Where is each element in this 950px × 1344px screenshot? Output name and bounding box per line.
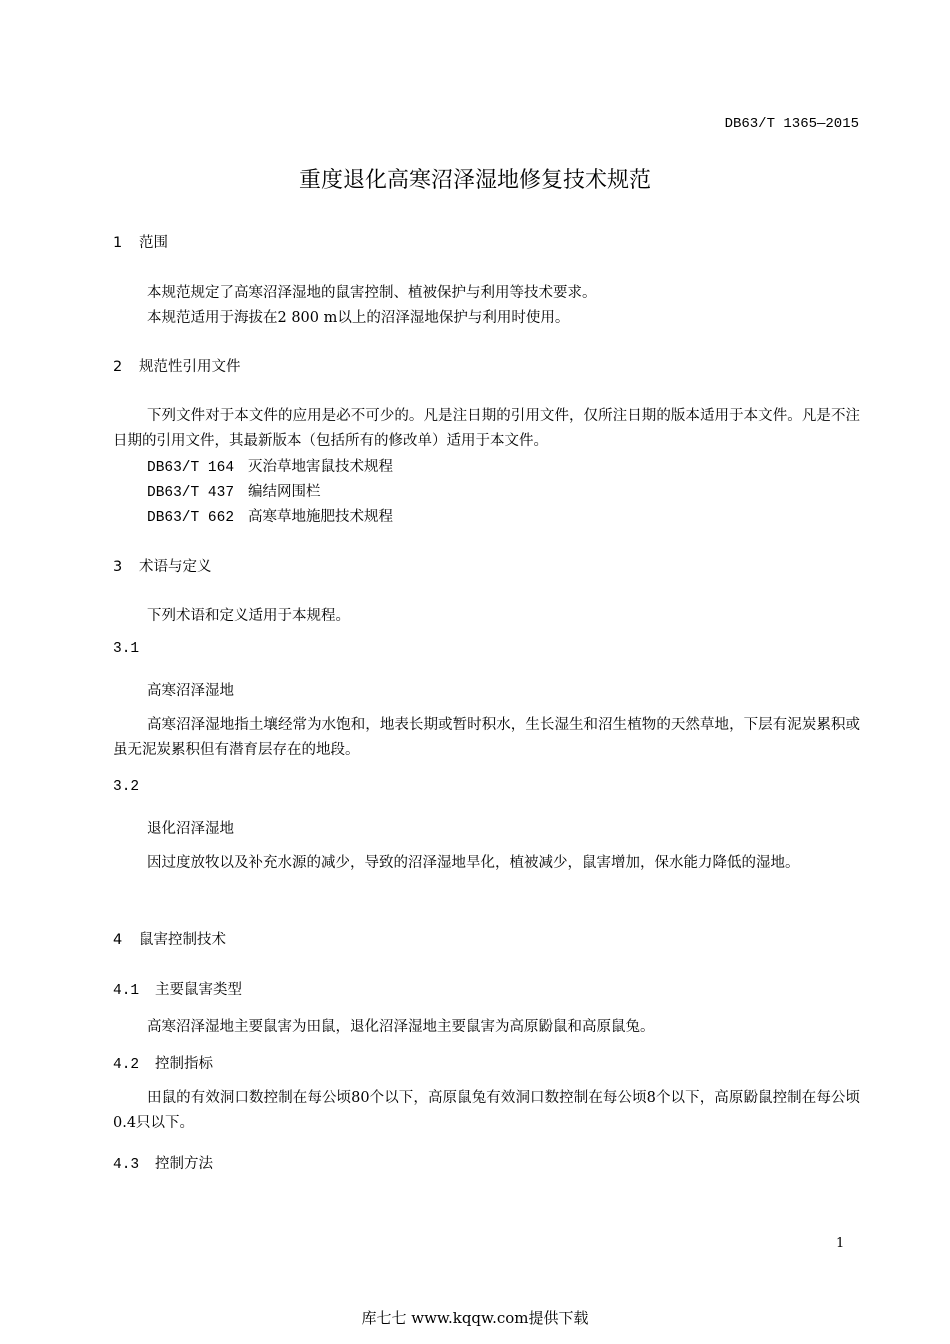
reference-item <box>147 505 393 526</box>
reference-item <box>147 455 393 476</box>
subsection-title: 控制指标 <box>155 1056 213 1072</box>
term-definition: 高寒沼泽湿地指土壤经常为水饱和，地表长期或暂时积水，生长湿生和沼生植物的天然草地，下层有泥炭累积或虽无泥炭累积但有潜育层存在的地段。 <box>113 717 860 758</box>
paragraph: 下列文件对于本文件的应用是必不可少的。凡是注日期的引用文件，仅所注日期的版本适用于本文件。凡是不注日期的引用文件，其最新版本（包括所有的修改单）适用于本文件。 <box>113 408 860 449</box>
section-4-heading <box>113 928 226 949</box>
section-2-heading <box>113 355 241 376</box>
reference-title: 灭治草地害鼠技术规程 <box>248 459 393 475</box>
section-title: 术语与定义 <box>139 559 212 575</box>
reference-code: DB63/T 662 <box>147 510 235 526</box>
reference-code: DB63/T 164 <box>147 460 235 476</box>
term-name: 退化沼泽湿地 <box>147 821 234 837</box>
subsection-title: 控制方法 <box>155 1156 213 1172</box>
document-title: 重度退化高寒沼泽湿地修复技术规范 <box>298 168 651 193</box>
reference-item <box>147 480 321 501</box>
section-number: 3 <box>113 559 123 575</box>
term-name: 高寒沼泽湿地 <box>147 683 234 699</box>
section-title: 规范性引用文件 <box>139 359 241 375</box>
paragraph: 高寒沼泽湿地主要鼠害为田鼠，退化沼泽湿地主要鼠害为高原鼢鼠和高原鼠兔。 <box>147 1019 655 1035</box>
page-number: 1 <box>836 1236 845 1251</box>
section-number: 4 <box>113 932 123 948</box>
paragraph: 下列术语和定义适用于本规程。 <box>147 608 350 624</box>
section-3-heading <box>113 555 212 576</box>
download-footer: 库七七 www.kqqw.com提供下载 <box>361 1309 589 1327</box>
paragraph: 本规范规定了高寒沼泽湿地的鼠害控制、植被保护与利用等技术要求。 <box>147 285 597 301</box>
standard-number: DB63/T 1365—2015 <box>724 116 859 132</box>
section-number: 2 <box>113 359 123 375</box>
reference-title: 编结网围栏 <box>248 484 321 500</box>
subsection-number: 4.1 <box>113 983 140 999</box>
reference-title: 高寒草地施肥技术规程 <box>248 509 393 525</box>
section-title: 范围 <box>139 235 168 251</box>
subsection-title: 主要鼠害类型 <box>155 982 242 998</box>
paragraph: 田鼠的有效洞口数控制在每公顷80个以下，高原鼠兔有效洞口数控制在每公顷8个以下，高原鼢鼠控制在每公顷0.4只以下。 <box>113 1090 860 1131</box>
section-1-heading <box>113 231 168 252</box>
subsection-4-3-heading <box>113 1152 213 1173</box>
paragraph: 本规范适用于海拔在2 800 m以上的沼泽湿地保护与利用时使用。 <box>147 310 570 326</box>
subsection-number: 4.3 <box>113 1157 140 1173</box>
subsection-4-1-heading <box>113 978 242 999</box>
section-number: 1 <box>113 235 123 251</box>
reference-code: DB63/T 437 <box>147 485 235 501</box>
term-number: 3.2 <box>113 779 140 795</box>
section-title: 鼠害控制技术 <box>139 932 226 948</box>
subsection-number: 4.2 <box>113 1057 140 1073</box>
term-definition: 因过度放牧以及补充水源的减少，导致的沼泽湿地旱化，植被减少，鼠害增加，保水能力降低的湿地。 <box>147 855 800 871</box>
subsection-4-2-heading <box>113 1052 213 1073</box>
term-number: 3.1 <box>113 641 140 657</box>
